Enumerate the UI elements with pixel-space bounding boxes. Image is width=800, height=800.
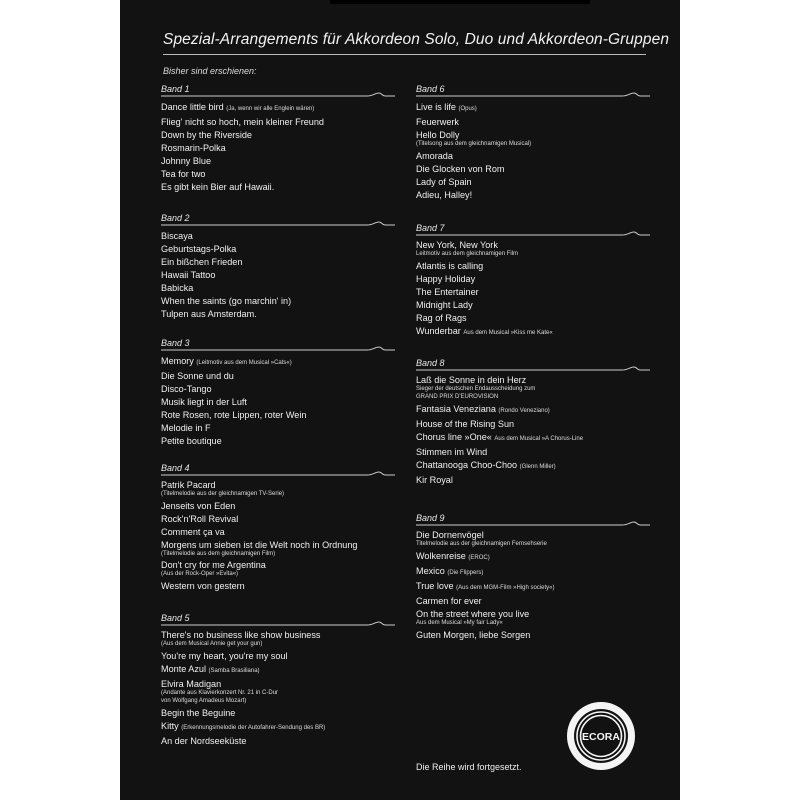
song-entry [161, 480, 395, 498]
band-section [161, 462, 395, 593]
song-title: House of the Rising Sun [416, 419, 515, 429]
song-note: (Leitmotiv aus dem Musical »Cats«) [196, 360, 292, 366]
band-rule [161, 350, 395, 351]
band-rule [416, 370, 650, 371]
title-underline [163, 54, 646, 55]
song-title: Rag of Rags [416, 313, 467, 323]
song-title: Ein bißchen Frieden [161, 257, 243, 267]
song-entry [161, 409, 395, 422]
band-section [161, 83, 395, 194]
song-title: Babicka [161, 283, 194, 293]
song-subtitle: Aus dem Musical »My fair Lady« [416, 620, 503, 626]
song-title: Live is life [416, 102, 456, 112]
song-title: Die Glocken von Rom [416, 164, 505, 174]
song-entry [416, 474, 650, 487]
song-title: Atlantis is calling [416, 261, 484, 271]
song-subtitle: (Titelmelodie aus dem gleichnamigen Film) [161, 551, 276, 557]
song-entry [416, 312, 650, 325]
song-title: Tea for two [161, 169, 206, 179]
song-title: Mexico [416, 566, 445, 576]
song-subtitle: Titelmelodie aus der gleichnamigen Fernsehserie [416, 541, 547, 547]
song-note: (Ja, wenn wir alle Englein wären) [226, 106, 315, 112]
band-label: Band 3 [161, 338, 190, 348]
song-entry [416, 375, 650, 401]
band-label: Band 6 [416, 84, 445, 94]
song-entry [161, 707, 395, 720]
band-rule [416, 96, 650, 97]
song-title: Happy Holiday [416, 274, 476, 284]
song-entry [161, 101, 395, 116]
song-note: Aus dem Musical »Kiss me Kate« [463, 330, 553, 336]
song-entry [161, 243, 395, 256]
song-title: Elvira Madigan [161, 679, 222, 689]
song-title: Laß die Sonne in dein Herz [416, 375, 527, 385]
song-title: Disco-Tango [161, 384, 212, 394]
song-entry [416, 446, 650, 459]
song-note: (Die Flippers) [447, 570, 484, 576]
song-title: Wolkenreise [416, 551, 466, 561]
song-title: Musik liegt in der Luft [161, 397, 247, 407]
song-title: Johnny Blue [161, 156, 212, 166]
song-entry [416, 550, 650, 565]
song-entry [161, 168, 395, 181]
song-entry [416, 403, 650, 418]
song-entry [161, 526, 395, 539]
song-entry [161, 155, 395, 168]
song-title: Down by the Riverside [161, 130, 252, 140]
band-rule [161, 625, 395, 626]
song-title: Melodie in F [161, 423, 211, 433]
ecora-logo [565, 700, 637, 772]
song-title: Stimmen im Wind [416, 447, 488, 457]
band-section [416, 512, 650, 642]
song-entry [161, 580, 395, 593]
song-title: Amorada [416, 151, 453, 161]
song-entry [416, 530, 650, 548]
song-entry [161, 735, 395, 748]
song-entry [161, 650, 395, 663]
song-title: Don't cry for me Argentina [161, 560, 266, 570]
song-title: Dance little bird [161, 102, 224, 112]
song-title: Es gibt kein Bier auf Hawaii. [161, 182, 275, 192]
song-entry [416, 418, 650, 431]
song-entry [416, 163, 650, 176]
band-label: Band 8 [416, 358, 445, 368]
song-title: Kir Royal [416, 475, 453, 485]
song-title: Guten Morgen, liebe Sorgen [416, 630, 531, 640]
song-subtitle: Leitmotiv aus dem gleichnamigen Film [416, 251, 519, 257]
song-note: (Rondo Veneziano) [498, 408, 550, 414]
song-note: (Erkennungsmelodie der Autofahrer-Sendung des BR) [181, 725, 326, 731]
song-title: Begin the Beguine [161, 708, 236, 718]
footer-note: Die Reihe wird fortgesetzt. [416, 762, 522, 772]
song-entry [416, 116, 650, 129]
song-entry [161, 256, 395, 269]
song-entry [416, 176, 650, 189]
song-entry [416, 325, 650, 340]
song-entry [161, 679, 395, 705]
song-title: There's no business like show business [161, 630, 321, 640]
song-title: Rote Rosen, rote Lippen, roter Wein [161, 410, 307, 420]
song-title: Fantasia Veneziana [416, 404, 496, 414]
band-label: Band 7 [416, 223, 445, 233]
song-subtitle: (Andante aus Klavierkonzert Nr. 21 in C-Dur [161, 690, 279, 696]
song-title: The Entertainer [416, 287, 479, 297]
song-entry [161, 230, 395, 243]
song-title: Rosmarin-Polka [161, 143, 226, 153]
song-title: Wunderbar [416, 326, 461, 336]
song-title: Geburtstags-Polka [161, 244, 237, 254]
song-title: Jenseits von Eden [161, 501, 236, 511]
song-entry [161, 422, 395, 435]
song-note: (EROC) [468, 555, 490, 561]
song-title: Kitty [161, 721, 179, 731]
song-entry [161, 383, 395, 396]
song-title: Lady of Spain [416, 177, 472, 187]
band-label: Band 1 [161, 84, 190, 94]
cover-sheet [120, 0, 680, 800]
song-entry [416, 240, 650, 258]
song-title: Hawaii Tattoo [161, 270, 216, 280]
song-note: (Aus dem MGM-Film »High society«) [456, 585, 555, 591]
song-entry [416, 629, 650, 642]
song-subtitle: GRAND PRIX D'EUROVISION [416, 394, 499, 400]
intro-text: Bisher sind erschienen: [163, 66, 257, 76]
song-subtitle: Sieger der deutschen Endausscheidung zum [416, 386, 536, 392]
song-subtitle: von Wolfgang Amadeus Mozart) [161, 698, 247, 704]
song-entry [161, 370, 395, 383]
song-entry [416, 286, 650, 299]
song-title: Comment ça va [161, 527, 225, 537]
band-section [416, 83, 650, 202]
song-subtitle: (Aus der Rock-Oper »Evita«) [161, 571, 239, 577]
song-title: Western von gestern [161, 581, 245, 591]
song-title: Biscaya [161, 231, 193, 241]
song-note: (Glenn Miller) [519, 464, 556, 470]
song-title: Memory [161, 356, 194, 366]
song-subtitle: (Aus dem Musical Annie get your gun) [161, 641, 263, 647]
song-title: Petite boutique [161, 436, 222, 446]
song-entry [416, 273, 650, 286]
song-title: Adieu, Halley! [416, 190, 473, 200]
song-title: Tulpen aus Amsterdam. [161, 309, 257, 319]
song-note: (Opus) [458, 106, 477, 112]
band-rule [416, 235, 650, 236]
song-entry [161, 500, 395, 513]
song-entry [416, 130, 650, 148]
song-subtitle: (Titelmelodie aus der gleichnamigen TV-Serie) [161, 491, 285, 497]
song-entry [161, 663, 395, 678]
song-entry [161, 116, 395, 129]
band-label: Band 4 [161, 463, 190, 473]
song-title: When the saints (go marchin' in) [161, 296, 292, 306]
song-title: Patrik Pacard [161, 480, 216, 490]
song-title: Monte Azul [161, 664, 206, 674]
logo-wordmark: ECORA [582, 731, 620, 743]
song-title: Flieg' nicht so hoch, mein kleiner Freund [161, 117, 324, 127]
song-entry [161, 720, 395, 735]
song-entry [161, 540, 395, 558]
song-title: You're my heart, you're my soul [161, 651, 288, 661]
song-entry [416, 459, 650, 474]
song-entry [161, 181, 395, 194]
song-entry [416, 260, 650, 273]
song-entry [416, 189, 650, 202]
top-edge [330, 0, 590, 4]
song-title: Carmen for ever [416, 596, 482, 606]
band-rule [161, 96, 395, 97]
song-entry [416, 609, 650, 627]
band-label: Band 9 [416, 513, 445, 523]
song-subtitle: (Titelsong aus dem gleichnamigen Musical) [416, 141, 532, 147]
band-section [161, 337, 395, 448]
song-title: New York, New York [416, 240, 498, 250]
song-entry [161, 308, 395, 321]
song-entry [416, 299, 650, 312]
song-entry [416, 150, 650, 163]
song-title: On the street where you live [416, 609, 530, 619]
band-rule [161, 475, 395, 476]
song-entry [416, 580, 650, 595]
song-entry [161, 630, 395, 648]
song-entry [161, 129, 395, 142]
song-entry [161, 435, 395, 448]
song-entry [161, 282, 395, 295]
song-entry [416, 595, 650, 608]
song-entry [161, 396, 395, 409]
song-entry [161, 142, 395, 155]
song-entry [416, 565, 650, 580]
song-title: Morgens um sieben ist die Welt noch in Ordnung [161, 540, 358, 550]
band-section [416, 357, 650, 487]
page-title: Spezial-Arrangements für Akkordeon Solo, Duo und Akkordeon-Gruppen [163, 31, 670, 48]
song-title: Chattanooga Choo-Choo [416, 460, 518, 470]
song-entry [416, 101, 650, 116]
song-title: Rock'n'Roll Revival [161, 514, 239, 524]
song-entry [161, 355, 395, 370]
song-title: Midnight Lady [416, 300, 473, 310]
song-title: Die Sonne und du [161, 371, 234, 381]
song-entry [161, 513, 395, 526]
song-title: Hello Dolly [416, 130, 460, 140]
band-rule [416, 525, 650, 526]
song-entry [161, 560, 395, 578]
song-title: Die Dornenvögel [416, 530, 484, 540]
song-entry [416, 431, 650, 446]
song-note: (Samba Brasiliana) [208, 668, 260, 674]
band-section [161, 212, 395, 321]
song-title: Chorus line »One« [416, 432, 492, 442]
band-section [161, 612, 395, 748]
song-title: An der Nordseeküste [161, 736, 247, 746]
song-title: Feuerwerk [416, 117, 459, 127]
song-note: Aus dem Musical »A Chorus-Line [494, 436, 584, 442]
band-rule [161, 225, 395, 226]
band-label: Band 2 [161, 213, 190, 223]
band-label: Band 5 [161, 613, 190, 623]
band-section [416, 222, 650, 340]
song-title: True love [416, 581, 454, 591]
song-entry [161, 295, 395, 308]
song-entry [161, 269, 395, 282]
